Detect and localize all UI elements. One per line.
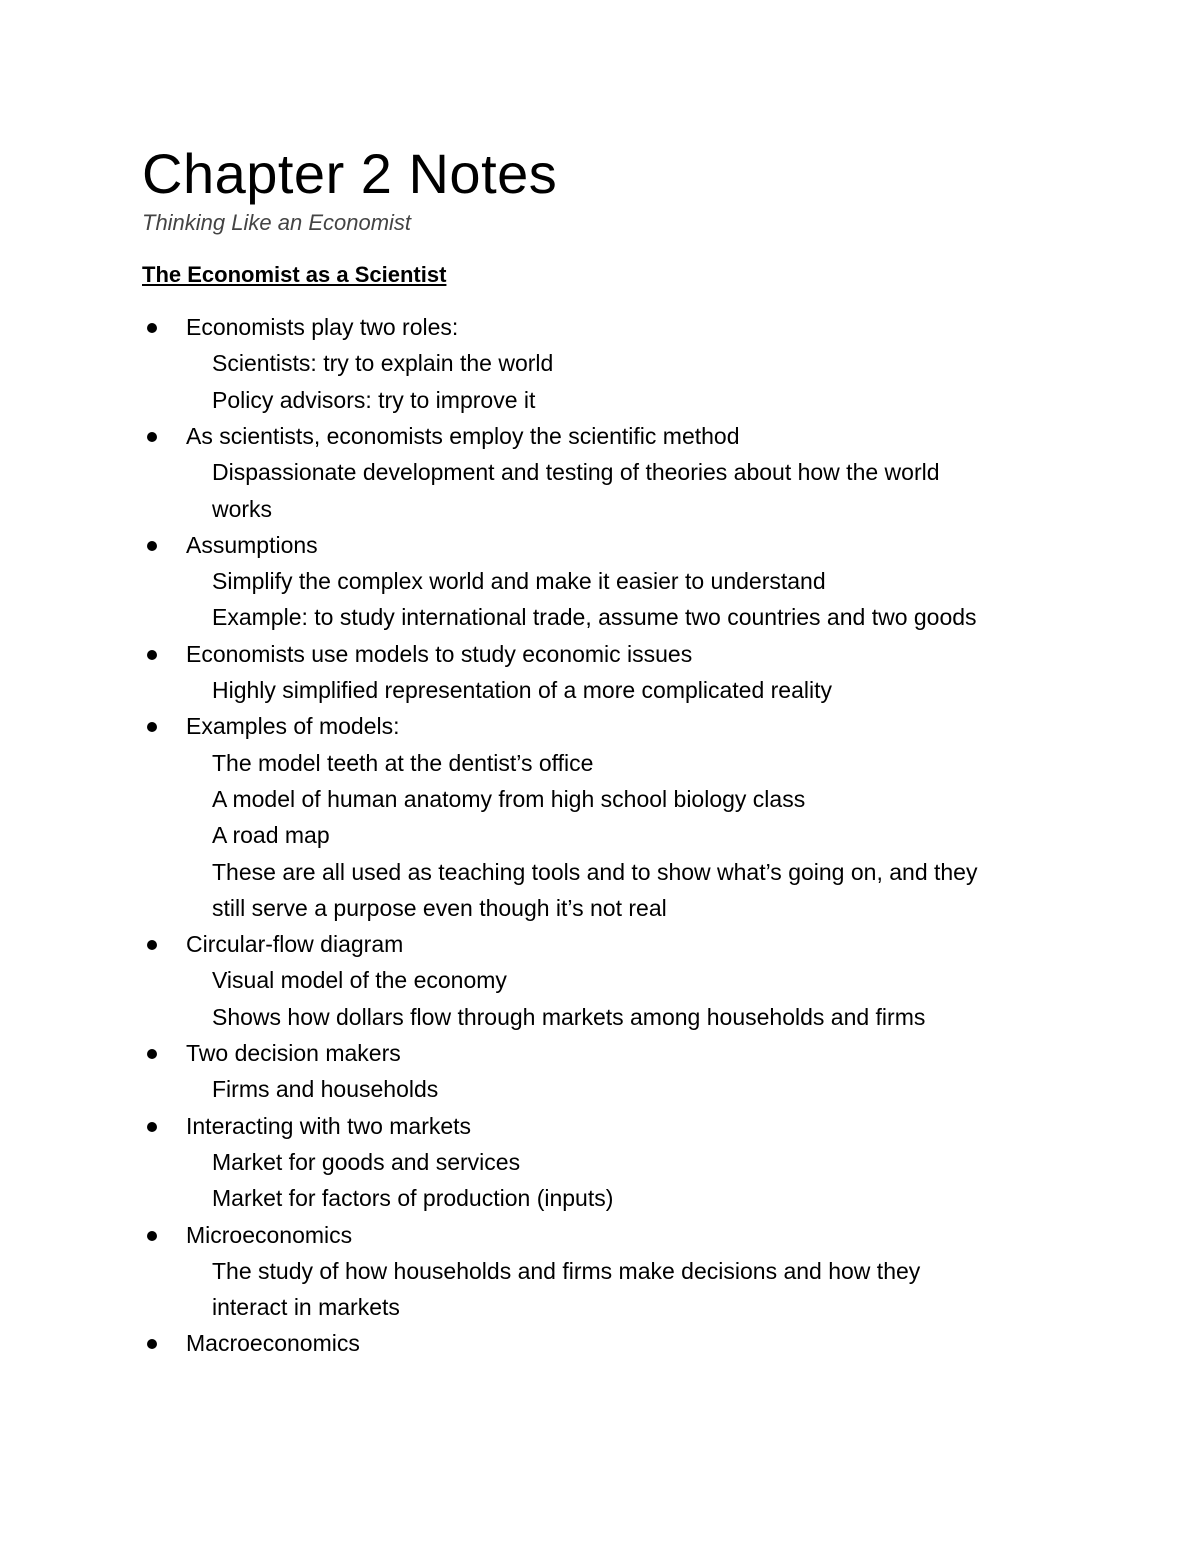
sub-item: interact in markets bbox=[212, 1294, 400, 1321]
sub-item: These are all used as teaching tools and to show what’s going on, and they bbox=[212, 858, 978, 885]
sub-item: A model of human anatomy from high school biology class bbox=[212, 785, 806, 812]
sub-item: still serve a purpose even though it’s not real bbox=[212, 894, 667, 921]
sub-item: Scientists: try to explain the world bbox=[212, 350, 554, 377]
bullet-icon bbox=[147, 1122, 157, 1132]
sub-item: Visual model of the economy bbox=[212, 967, 507, 994]
sub-item: Firms and households bbox=[212, 1076, 439, 1103]
sub-item: The model teeth at the dentist’s office bbox=[212, 749, 594, 776]
bullet-icon bbox=[147, 940, 157, 950]
bullet-item: Macroeconomics bbox=[186, 1330, 360, 1357]
bullet-item: Examples of models: bbox=[186, 713, 400, 740]
sub-item: Dispassionate development and testing of theories about how the world bbox=[212, 459, 940, 486]
bullet-icon bbox=[147, 722, 157, 732]
bullet-icon bbox=[147, 323, 157, 333]
bullet-item: Economists use models to study economic issues bbox=[186, 640, 693, 667]
sub-item: Shows how dollars flow through markets among households and firms bbox=[212, 1003, 926, 1030]
bullet-icon bbox=[147, 541, 157, 551]
page-title: Chapter 2 Notes bbox=[142, 142, 558, 205]
bullet-icon bbox=[147, 1339, 157, 1349]
bullet-icon bbox=[147, 650, 157, 660]
bullet-item: Economists play two roles: bbox=[186, 314, 459, 340]
sub-item: Market for goods and services bbox=[212, 1148, 521, 1175]
sub-item: works bbox=[212, 495, 273, 522]
section-heading: The Economist as a Scientist bbox=[142, 262, 447, 287]
bullet-icon bbox=[147, 1049, 157, 1059]
sub-item: Market for factors of production (inputs) bbox=[212, 1185, 614, 1212]
sub-item: The study of how households and firms make decisions and how they bbox=[212, 1257, 921, 1284]
bullet-item: Assumptions bbox=[186, 531, 318, 558]
sub-item: A road map bbox=[212, 822, 330, 849]
bullet-item: As scientists, economists employ the scientific method bbox=[186, 422, 740, 449]
bullet-item: Microeconomics bbox=[186, 1221, 353, 1248]
bullet-icon bbox=[147, 432, 157, 442]
bullet-icon bbox=[147, 1231, 157, 1241]
sub-item: Policy advisors: try to improve it bbox=[212, 386, 536, 413]
bullet-item: Two decision makers bbox=[186, 1040, 401, 1066]
page-subtitle: Thinking Like an Economist bbox=[142, 210, 412, 235]
sub-item: Highly simplified representation of a more complicated reality bbox=[212, 677, 833, 703]
sub-item: Simplify the complex world and make it easier to understand bbox=[212, 568, 826, 595]
bullet-item: Interacting with two markets bbox=[186, 1112, 472, 1139]
bullet-item: Circular-flow diagram bbox=[186, 931, 404, 958]
sub-item: Example: to study international trade, assume two countries and two goods bbox=[212, 604, 977, 631]
